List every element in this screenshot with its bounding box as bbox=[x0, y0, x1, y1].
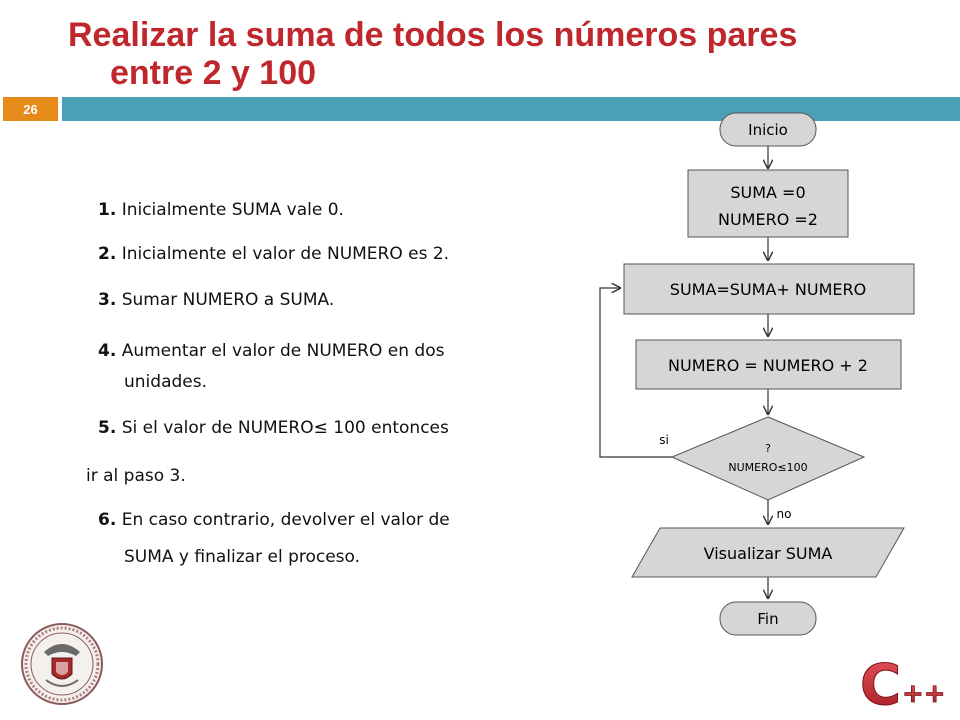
cpp-logo bbox=[860, 652, 950, 712]
cpp-logo-c: C bbox=[860, 653, 902, 712]
start-label: Inicio bbox=[748, 121, 788, 139]
step-item-continued: SUMA y finalizar el proceso. bbox=[124, 547, 361, 567]
add-label: SUMA=SUMA+ NUMERO bbox=[669, 280, 867, 299]
step-item: 6. En caso contrario, devolver el valor de bbox=[98, 510, 450, 530]
step-item: 2. Inicialmente el valor de NUMERO es 2. bbox=[98, 244, 450, 264]
step-item-continued: unidades. bbox=[124, 372, 207, 392]
increment-label: NUMERO = NUMERO + 2 bbox=[668, 356, 868, 375]
decision-diamond bbox=[672, 417, 864, 500]
end-label: Fin bbox=[757, 610, 779, 628]
step-item: 5. Si el valor de NUMERO≤ 100 entonces bbox=[98, 418, 449, 438]
decision-question: ? bbox=[765, 442, 771, 455]
decision-condition: NUMERO≤100 bbox=[728, 461, 808, 474]
output-label: Visualizar SUMA bbox=[703, 544, 833, 563]
university-seal-icon bbox=[20, 622, 104, 706]
title-line-2: entre 2 y 100 bbox=[110, 54, 317, 92]
step-item: 1. Inicialmente SUMA vale 0. bbox=[98, 200, 344, 220]
init-line-1: SUMA =0 bbox=[730, 183, 806, 202]
step-item-continued: ir al paso 3. bbox=[86, 466, 186, 486]
title-line-1: Realizar la suma de todos los números pares bbox=[68, 16, 798, 54]
init-line-2: NUMERO =2 bbox=[718, 210, 818, 229]
cpp-logo-plus: ++ bbox=[902, 679, 946, 709]
yes-branch-label: si bbox=[659, 433, 669, 447]
step-item: 4. Aumentar el valor de NUMERO en dos bbox=[98, 341, 445, 361]
step-item: 3. Sumar NUMERO a SUMA. bbox=[98, 290, 335, 310]
page-number: 26 bbox=[3, 97, 58, 121]
no-branch-label: no bbox=[776, 507, 792, 521]
